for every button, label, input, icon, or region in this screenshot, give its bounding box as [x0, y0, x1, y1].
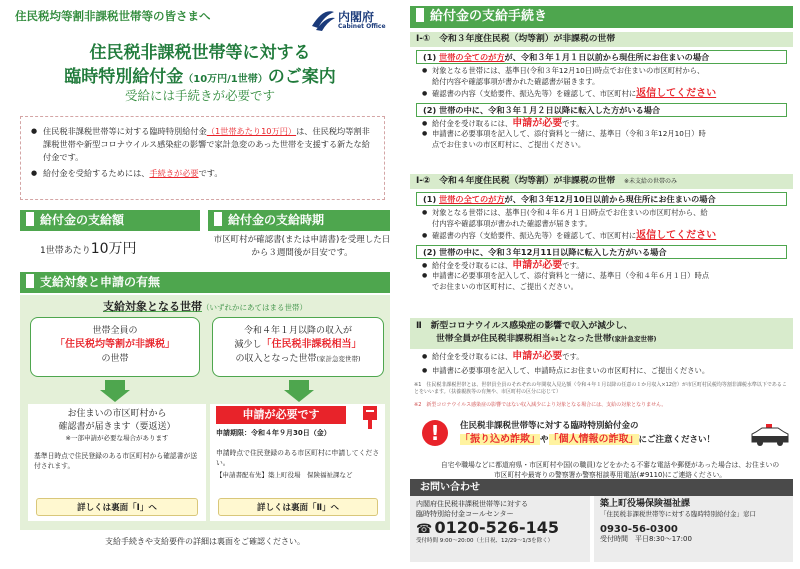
intro-item-1: ● 住民税非課税世帯等に対する臨時特別給付金（1世帯あたり10万円）は、住民税均等割非課税世帯や新型コロナウイルス感染症の影響で家計急変のあった世帯を支援する新たな給付金です。: [31, 125, 374, 164]
contact-town-office: 築上町役場保険福祉課 「住民税非課税世帯等に対する臨時特別給付金」窓口 0930-56-0300 受付時間 平日8:30～17:00: [594, 496, 793, 562]
section-2-heading: Ⅱ 新型コロナウイルス感染症の影響で収入が減少し、 世帯全員が住民税非課税相当※1となった世帯(家計急変世帯): [410, 318, 793, 349]
phone-icon: ☎: [416, 522, 433, 537]
application-desc: 申請時点で住民登録のある市区町村に申請してください。: [216, 449, 380, 467]
section-1-1-bullet-4: ● 申請書に必要事項を記入して、添付資料と一緒に、基準日（令和３年12月10日）時点でお住まいの市区町村に、ご提出ください。: [410, 129, 710, 150]
audience-tag: 住民税均等割非課税世帯等の皆さまへ: [15, 9, 211, 23]
intro-item-2: ● 給付金を受給するためには、手続きが必要です。: [31, 167, 374, 180]
cabinet-office-emblem-icon: [310, 6, 336, 32]
footnote-1: ※1 住民税非課税世帯とは、世帯員全員のそれぞれの年間収入見込額（令和４年１月以降の任意の１か月収入×12倍）が市区町村民税均等割非課税水準以下であることをいいます。（扶養親族等の有無や、市区町村の区分に応じて）: [414, 382, 787, 395]
target-card-nontaxed: 世帯全員の 「住民税均等割が非課税」 の世帯: [30, 317, 200, 377]
section-1-1: [410, 32, 793, 150]
target-subheading: 支給対象となる世帯（いずれかにあてはまる世帯）: [103, 300, 307, 313]
section-1-2-bullet-3: ● 給付金を受け取るには、申請が必要です。: [410, 261, 793, 272]
section-1-1-heading: Ⅰ-① 令和３年度住民税（均等割）が非課税の世帯: [410, 32, 793, 47]
section-1-1-case-1: (1) 世帯の全てのが方が、令和３年１月１日以前から現住所にお住まいの場合: [416, 50, 787, 64]
fraud-warning: [410, 418, 793, 458]
section-2: [410, 318, 793, 376]
section-1-2-bullet-4: ● 申請書に必要事項を記入して、添付資料と一緒に、基準日（令和４年６月１日）時点でお住まいの市区町村に、ご提出ください。: [410, 271, 710, 292]
logo-sub-text: Cabinet Office: [338, 23, 386, 30]
mailbox-icon: [360, 404, 380, 430]
section-1-2-bullet-1: ● 対象となる世帯には、基準日(令和４年６月１日)時点でお住まいの市区町村から、給付内容や確認事項が書かれた確認書が届きます。: [410, 208, 710, 229]
section-1-2-heading: Ⅰ-② 令和４年度住民税（均等割）が非課税の世帯 ※未支給の世帯のみ: [410, 174, 793, 189]
see-back-section-2-button[interactable]: 詳しくは裏面「Ⅱ」へ: [218, 498, 378, 516]
section-1-2-case-2: (2) 世帯の中に、令和３年12月11日以降に転入した方がいる場合: [416, 245, 787, 259]
amount-heading: 給付金の支給額: [20, 210, 200, 231]
confirmation-desc: 基準日時点で住民登録のある市区町村から確認書が送付されます。: [34, 452, 198, 470]
exclamation-icon: !: [422, 420, 448, 446]
section-1-1-bullet-2: ● 確認書の内容（支給要件、振込先等）を確認して、市区町村に返信してください: [410, 89, 793, 100]
cabinet-office-logo: [310, 6, 390, 36]
section-2-bullet-1: ● 給付金を受け取るには、申請が必要です。: [410, 352, 793, 363]
confirmation-note: ※一部申請が必要な場合があります: [65, 434, 169, 442]
fraud-warning-detail: 自宅や職場などに都道府県・市区町村や国(の職員)などをかたる不審な電話や郵便があった場合は、お住まいの市区町村や最寄りの警察署か警察相談専用電話(#9110)にご連絡ください。: [440, 461, 780, 479]
footnote-2: ※2 新型コロナウイルス感染症の影響ではない収入減少により対象となる場合には、支給の対象となりません。: [414, 402, 667, 408]
police-car-icon: [750, 422, 790, 450]
section-1-1-bullet-1: ● 対象となる世帯には、基準日(令和３年12月10日)時点でお住まいの市区町村から、給付内容や確認事項が書かれた確認書が届きます。: [410, 66, 710, 87]
section-1-2: [410, 174, 793, 292]
application-panel: [210, 404, 385, 521]
procedure-heading: 給付金の支給手続き: [410, 6, 793, 28]
confirmation-title: お住まいの市区町村から 確認書が届きます（要返送）: [58, 409, 176, 432]
page-title-line2: 臨時特別給付金（10万円/1世帯）のご案内: [64, 67, 336, 87]
section-1-2-bullet-2: ● 確認書の内容（支給要件、振込先等）を確認して、市区町村に返信してください: [410, 231, 793, 242]
application-deadline: 申請期限：令和４年９月30日（金）: [216, 429, 331, 437]
logo-main-text: 内閣府: [338, 10, 375, 24]
see-back-section-1-button[interactable]: 詳しくは裏面「Ⅰ」へ: [36, 498, 198, 516]
period-text: 市区町村が確認書(または申請書)を受理した日から３週間後が目安です。: [213, 235, 391, 258]
intro-box: [20, 116, 385, 200]
confirmation-panel: [28, 404, 206, 521]
application-form-location: 【申請書配布先】築上町役場 保険福祉課など: [216, 471, 353, 479]
arrow-down-right-icon: [284, 380, 314, 402]
arrow-down-left-icon: [100, 380, 130, 402]
page-subtitle: 受給には手続きが必要です: [124, 88, 275, 103]
target-heading: 支給対象と申請の有無: [20, 272, 390, 293]
contact-call-center: 内閣府住民税非課税世帯等に対する 臨時特別給付金コールセンター ☎ 0120-526-145 受付時間 9:00～20:00（土日祝、12/29～1/3を除く）: [410, 496, 590, 562]
fraud-warning-text: 住民税非課税世帯等に対する臨時特別給付金の 「振り込め詐欺」や「個人情報の詐取」にご注意ください！: [460, 421, 716, 445]
footer-note: 支給手続きや支給要件の詳細は裏面をご確認ください。: [105, 537, 305, 546]
application-required-badge: 申請が必要です: [216, 406, 346, 424]
section-1-2-case-1: (1) 世帯の全てのが方が、令和３年12月10日以前から現住所にお住まいの場合: [416, 192, 787, 206]
section-1-1-case-2: (2) 世帯の中に、令和３年１月２日以降に転入した方がいる場合: [416, 103, 787, 117]
section-2-bullet-2: ● 申請書に必要事項を記入して、申請時点にお住まいの市区町村に、ご提出ください。: [410, 366, 793, 377]
amount-text: 1世帯あたり10万円: [40, 241, 137, 257]
page-title-line1: 住民税非課税世帯等に対する: [89, 43, 311, 63]
target-card-sudden-change: 令和４年１月以降の収入が 減少し「住民税非課税相当」 の収入となった世帯(家計急変世帯): [212, 317, 384, 377]
section-1-1-bullet-3: ● 給付金を受け取るには、申請が必要です。: [410, 119, 793, 130]
town-office-phone[interactable]: 0930-56-0300: [600, 524, 678, 535]
contact-heading: お問い合わせ: [410, 479, 793, 496]
call-center-phone[interactable]: 0120-526-145: [434, 518, 560, 537]
period-heading: 給付金の支給時期: [208, 210, 390, 231]
